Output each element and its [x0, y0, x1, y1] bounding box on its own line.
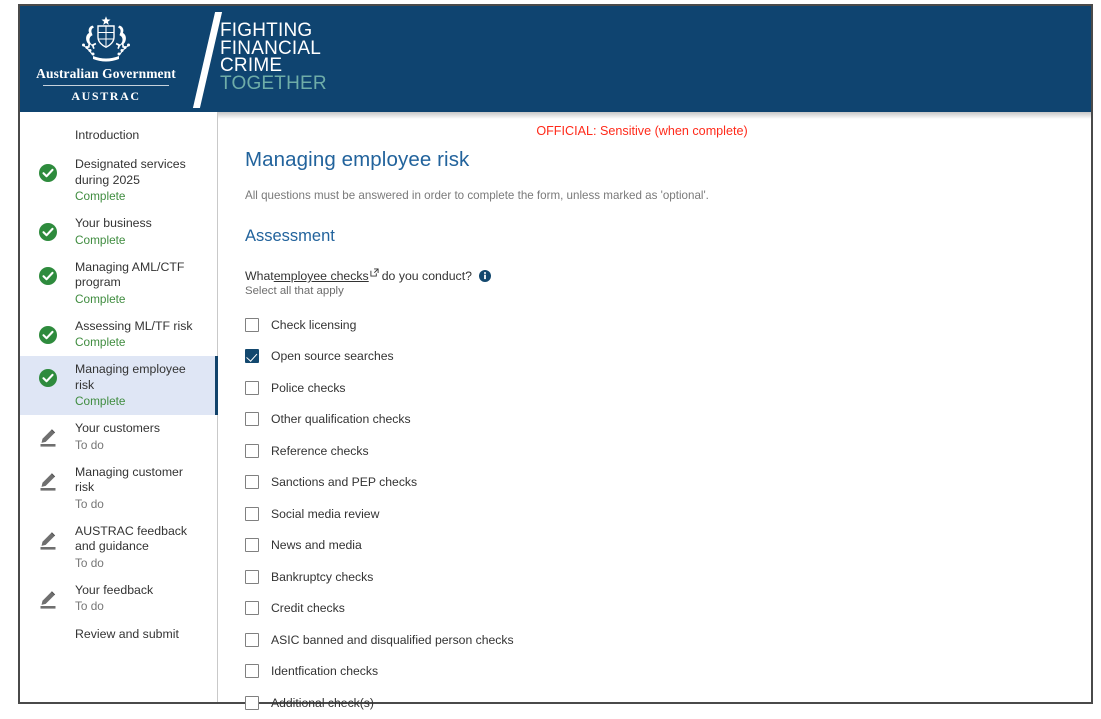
checkbox-label: Sanctions and PEP checks [271, 475, 418, 490]
check-circle-icon [20, 157, 75, 183]
sidebar-item-review-and-submit[interactable] [20, 620, 217, 650]
checkbox-unchecked-icon[interactable] [245, 381, 259, 395]
checkbox-unchecked-icon[interactable] [245, 696, 259, 710]
agency-label: AUSTRAC [71, 88, 141, 103]
sidebar-item-text [75, 627, 209, 643]
checkbox-row[interactable] [245, 498, 1069, 530]
sidebar-item-label: Designated services during 2025 [75, 157, 186, 187]
checkbox-unchecked-icon[interactable] [245, 507, 259, 521]
pencil-icon [20, 583, 75, 611]
sidebar-item-austrac-feedback-and-guidance[interactable] [20, 518, 217, 577]
sidebar-item-text [75, 319, 209, 351]
checkbox-label: Reference checks [271, 443, 369, 458]
check-circle-icon [20, 362, 75, 388]
sidebar-item-label: Introduction [75, 128, 140, 142]
checkbox-label: Social media review [271, 506, 380, 521]
section-heading: Assessment [245, 227, 335, 245]
sidebar-item-status: To do [75, 496, 104, 511]
checkbox-label: Additional check(s) [271, 695, 374, 710]
brand-slogan [198, 6, 428, 112]
sidebar-item-label: Assessing ML/TF risk [75, 318, 193, 333]
checkbox-row[interactable] [245, 624, 1069, 656]
slash-decoration [193, 12, 222, 108]
sidebar-item-text [75, 524, 209, 571]
sidebar-item-managing-aml-ctf-program[interactable] [20, 254, 217, 313]
slogan-text [220, 22, 327, 92]
employee-checks-checkbox-group [245, 309, 1069, 719]
sidebar-item-text [75, 583, 209, 615]
checkbox-row[interactable] [245, 593, 1069, 625]
sidebar-item-managing-customer-risk[interactable] [20, 459, 217, 518]
question-prefix: What [245, 269, 274, 283]
no-status-icon [20, 128, 75, 134]
sidebar-item-label: Managing employee risk [75, 362, 186, 392]
question-text [245, 268, 1069, 283]
checkbox-row[interactable] [245, 372, 1069, 404]
checkbox-label: Bankruptcy checks [271, 569, 374, 584]
sidebar-item-text [75, 128, 209, 144]
checkbox-label: Identfication checks [271, 664, 379, 679]
sidebar-item-introduction[interactable] [20, 121, 217, 151]
pencil-icon [20, 524, 75, 552]
slogan-line-4: TOGETHER [220, 72, 327, 94]
sidebar-item-status: Complete [75, 335, 126, 349]
sidebar-item-managing-employee-risk[interactable] [20, 356, 217, 415]
sidebar-item-designated-services-during-2025[interactable] [20, 151, 217, 210]
sidebar-item-assessing-ml-tf-risk[interactable] [20, 313, 217, 357]
sidebar-item-label: Your customers [75, 421, 160, 435]
form-instructions: All questions must be answered in order to complete the form, unless marked as 'optional'. [245, 189, 709, 202]
section-navigation [20, 112, 218, 702]
checkbox-row[interactable] [245, 404, 1069, 436]
checkbox-unchecked-icon[interactable] [245, 570, 259, 584]
info-circle-icon[interactable] [479, 270, 491, 285]
sidebar-item-status: To do [75, 437, 104, 452]
checkbox-row[interactable] [245, 467, 1069, 499]
sidebar-item-label: Your business [75, 216, 152, 230]
australian-government-logo [38, 15, 174, 104]
employee-checks-link[interactable]: employee checks [273, 269, 369, 283]
checkbox-row[interactable] [245, 435, 1069, 467]
sidebar-item-status: To do [75, 555, 104, 570]
sidebar-item-your-customers[interactable] [20, 415, 217, 459]
sidebar-item-status: Complete [75, 189, 126, 203]
checkbox-label: News and media [271, 538, 362, 553]
sidebar-item-status: Complete [75, 291, 126, 306]
checkbox-label: ASIC banned and disqualified person checks [271, 632, 514, 647]
slogan-line-2: FINANCIAL [220, 37, 322, 59]
checkbox-row[interactable] [245, 530, 1069, 562]
sidebar-item-text [75, 260, 209, 307]
checkbox-row[interactable] [245, 309, 1069, 341]
check-circle-icon [20, 216, 75, 242]
classification-banner: OFFICIAL: Sensitive (when complete) [536, 124, 748, 138]
sidebar-item-status: To do [75, 599, 104, 613]
checkbox-label: Police checks [271, 380, 346, 395]
sidebar-item-your-feedback[interactable] [20, 577, 217, 621]
checkbox-unchecked-icon[interactable] [245, 664, 259, 678]
coat-of-arms-icon [69, 15, 143, 65]
slogan-line-1: FIGHTING [220, 20, 313, 41]
site-header [20, 6, 1091, 112]
sidebar-item-label: Your feedback [75, 582, 154, 597]
body-container [20, 112, 1091, 710]
sidebar-item-text [75, 157, 209, 204]
checkbox-label: Open source searches [271, 349, 394, 364]
checkbox-label: Credit checks [271, 601, 345, 616]
logo-divider [43, 85, 169, 86]
checkbox-checked-icon[interactable] [245, 349, 259, 363]
pencil-icon [20, 421, 75, 449]
sidebar-item-status: Complete [75, 394, 126, 408]
check-circle-icon [20, 260, 75, 286]
checkbox-unchecked-icon[interactable] [245, 318, 259, 332]
government-label: Australian Government [36, 65, 176, 81]
checkbox-label: Check licensing [271, 317, 357, 332]
main-content [218, 112, 1091, 710]
sidebar-item-text [75, 216, 209, 248]
checkbox-row[interactable] [245, 561, 1069, 593]
checkbox-unchecked-icon[interactable] [245, 538, 259, 552]
sidebar-item-text [75, 465, 209, 512]
checkbox-unchecked-icon[interactable] [245, 412, 259, 426]
sidebar-item-label: Managing customer risk [75, 464, 183, 494]
question-suffix: do you conduct? [381, 269, 472, 283]
checkbox-label: Other qualification checks [271, 412, 411, 427]
question-hint: Select all that apply [245, 285, 344, 297]
slogan-line-3: CRIME [220, 55, 283, 76]
no-status-icon [20, 627, 75, 633]
pencil-icon [20, 465, 75, 493]
sidebar-item-text [75, 421, 209, 453]
sidebar-item-label: Managing AML/CTF program [75, 259, 185, 289]
checkbox-row[interactable] [245, 341, 1069, 373]
checkbox-unchecked-icon[interactable] [245, 475, 259, 489]
sidebar-item-your-business[interactable] [20, 210, 217, 254]
sidebar-item-label: AUSTRAC feedback and guidance [75, 523, 188, 553]
page-title: Managing employee risk [245, 148, 470, 171]
checkbox-unchecked-icon[interactable] [245, 633, 259, 647]
sidebar-item-label: Review and submit [75, 627, 179, 641]
application-frame [18, 4, 1093, 710]
checkbox-unchecked-icon[interactable] [245, 444, 259, 458]
sidebar-item-status: Complete [75, 232, 126, 247]
checkbox-unchecked-icon[interactable] [245, 601, 259, 615]
checkbox-row[interactable] [245, 687, 1069, 719]
external-link-icon [370, 266, 379, 280]
checkbox-row[interactable] [245, 656, 1069, 688]
check-circle-icon [20, 319, 75, 345]
sidebar-item-text [75, 362, 209, 409]
